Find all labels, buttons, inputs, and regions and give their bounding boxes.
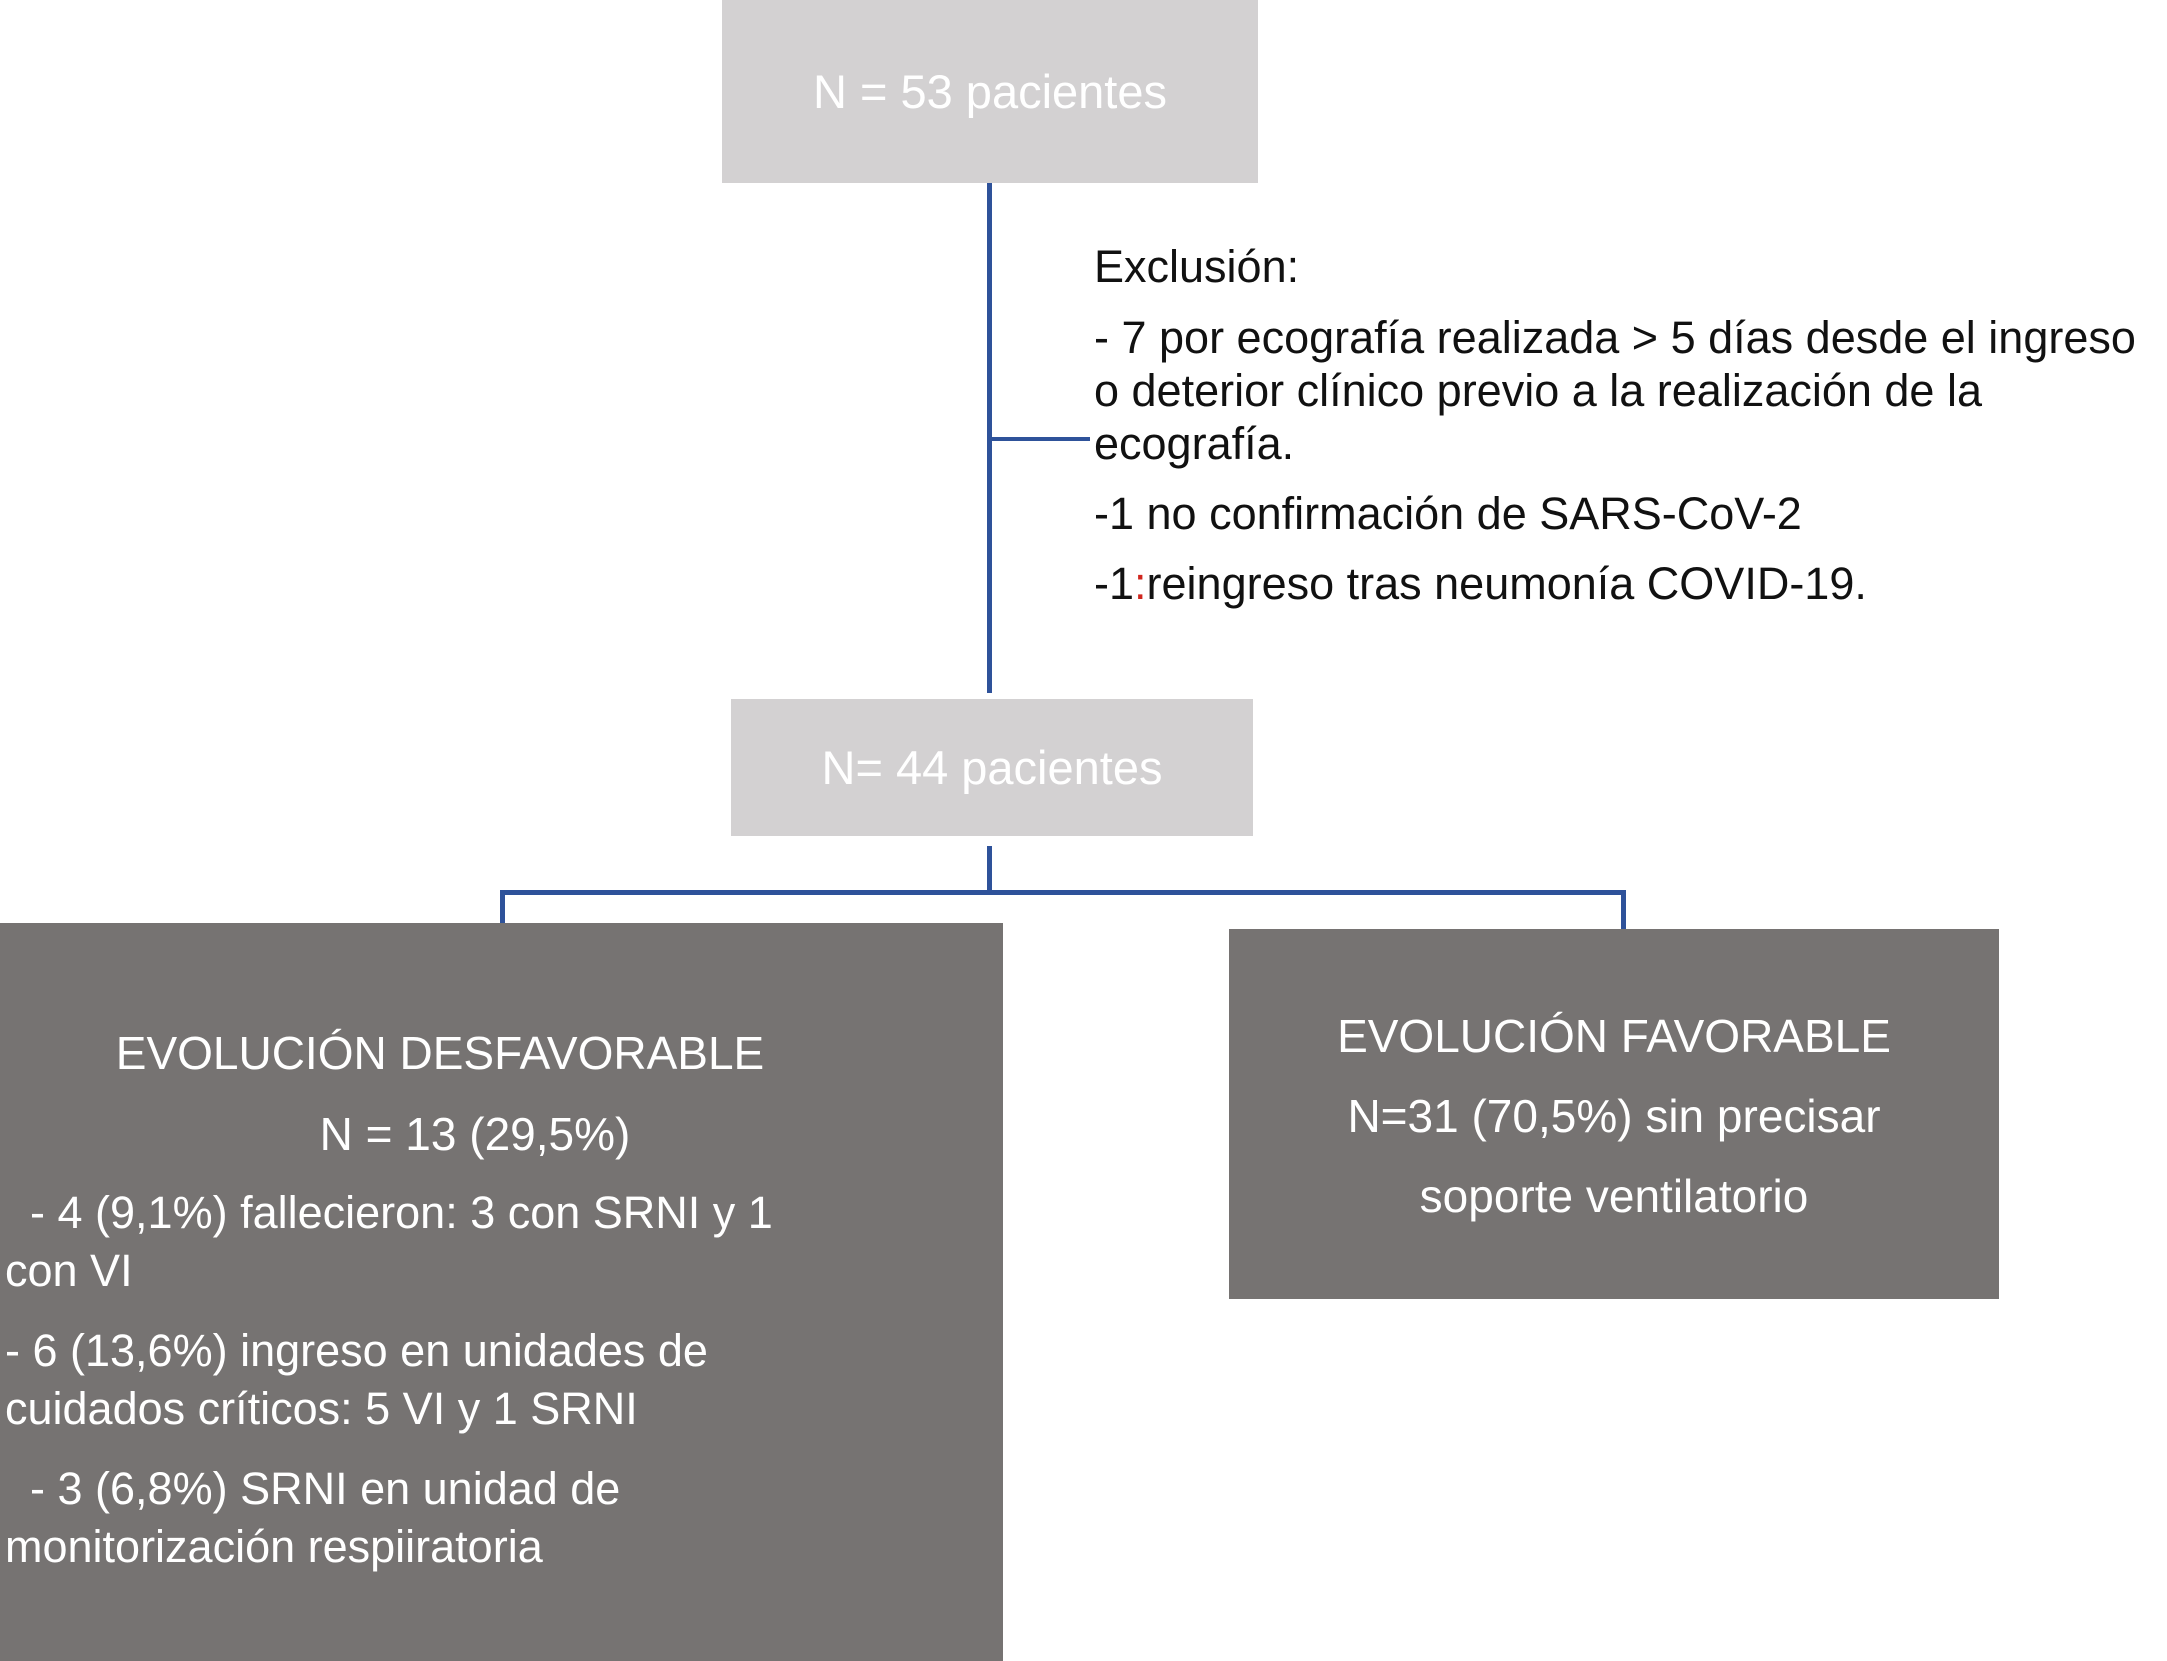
exclusion-item-no-confirmation: -1 no confirmación de SARS-CoV-2 — [1094, 488, 1802, 539]
unfavorable-item-deaths: - 4 (9,1%) fallecieron: 3 con SRNI y 1 con VI — [5, 1187, 786, 1296]
exclusion-criteria — [1094, 240, 2144, 627]
unfavorable-title: EVOLUCIÓN DESFAVORABLE — [115, 1027, 765, 1079]
favorable-count: N=31 (70,5%) sin precisar — [1347, 1090, 1881, 1142]
included-patients-box — [731, 699, 1253, 836]
total-patients-box — [722, 0, 1258, 183]
readmission-prefix: -1 — [1094, 558, 1135, 609]
connector-mid-stem — [987, 846, 992, 894]
favorable-detail: soporte ventilatorio — [1419, 1170, 1809, 1222]
exclusion-item-readmission — [1094, 557, 2144, 610]
exclusion-item-late-ultrasound: - 7 por ecografía realizada > 5 días desde el ingreso o deterior clínico previo a la realización de la ecografía. — [1094, 312, 2136, 469]
unfavorable-item-critical-care: - 6 (13,6%) ingreso en unidades de cuidados críticos: 5 VI y 1 SRNI — [5, 1325, 708, 1434]
favorable-title: EVOLUCIÓN FAVORABLE — [1337, 1010, 1891, 1062]
included-patients-label: N= 44 pacientes — [821, 741, 1163, 794]
readmission-colon: : — [1134, 558, 1147, 609]
connector-horizontal — [500, 890, 1626, 895]
readmission-text: reingreso tras neumonía COVID-19. — [1146, 558, 1867, 609]
exclusion-title: Exclusión: — [1094, 241, 1300, 292]
connector-exclusion-branch — [987, 437, 1090, 441]
total-patients-label: N = 53 pacientes — [812, 65, 1168, 118]
unfavorable-count: N = 13 (29,5%) — [319, 1108, 631, 1160]
favorable-outcome-box — [1229, 929, 1999, 1299]
unfavorable-outcome-box — [0, 923, 1003, 1661]
unfavorable-item-respiratory-monitoring: - 3 (6,8%) SRNI en unidad de monitorización respiiratoria — [5, 1463, 633, 1572]
connector-left-drop — [500, 890, 505, 923]
connector-right-drop — [1621, 890, 1626, 929]
